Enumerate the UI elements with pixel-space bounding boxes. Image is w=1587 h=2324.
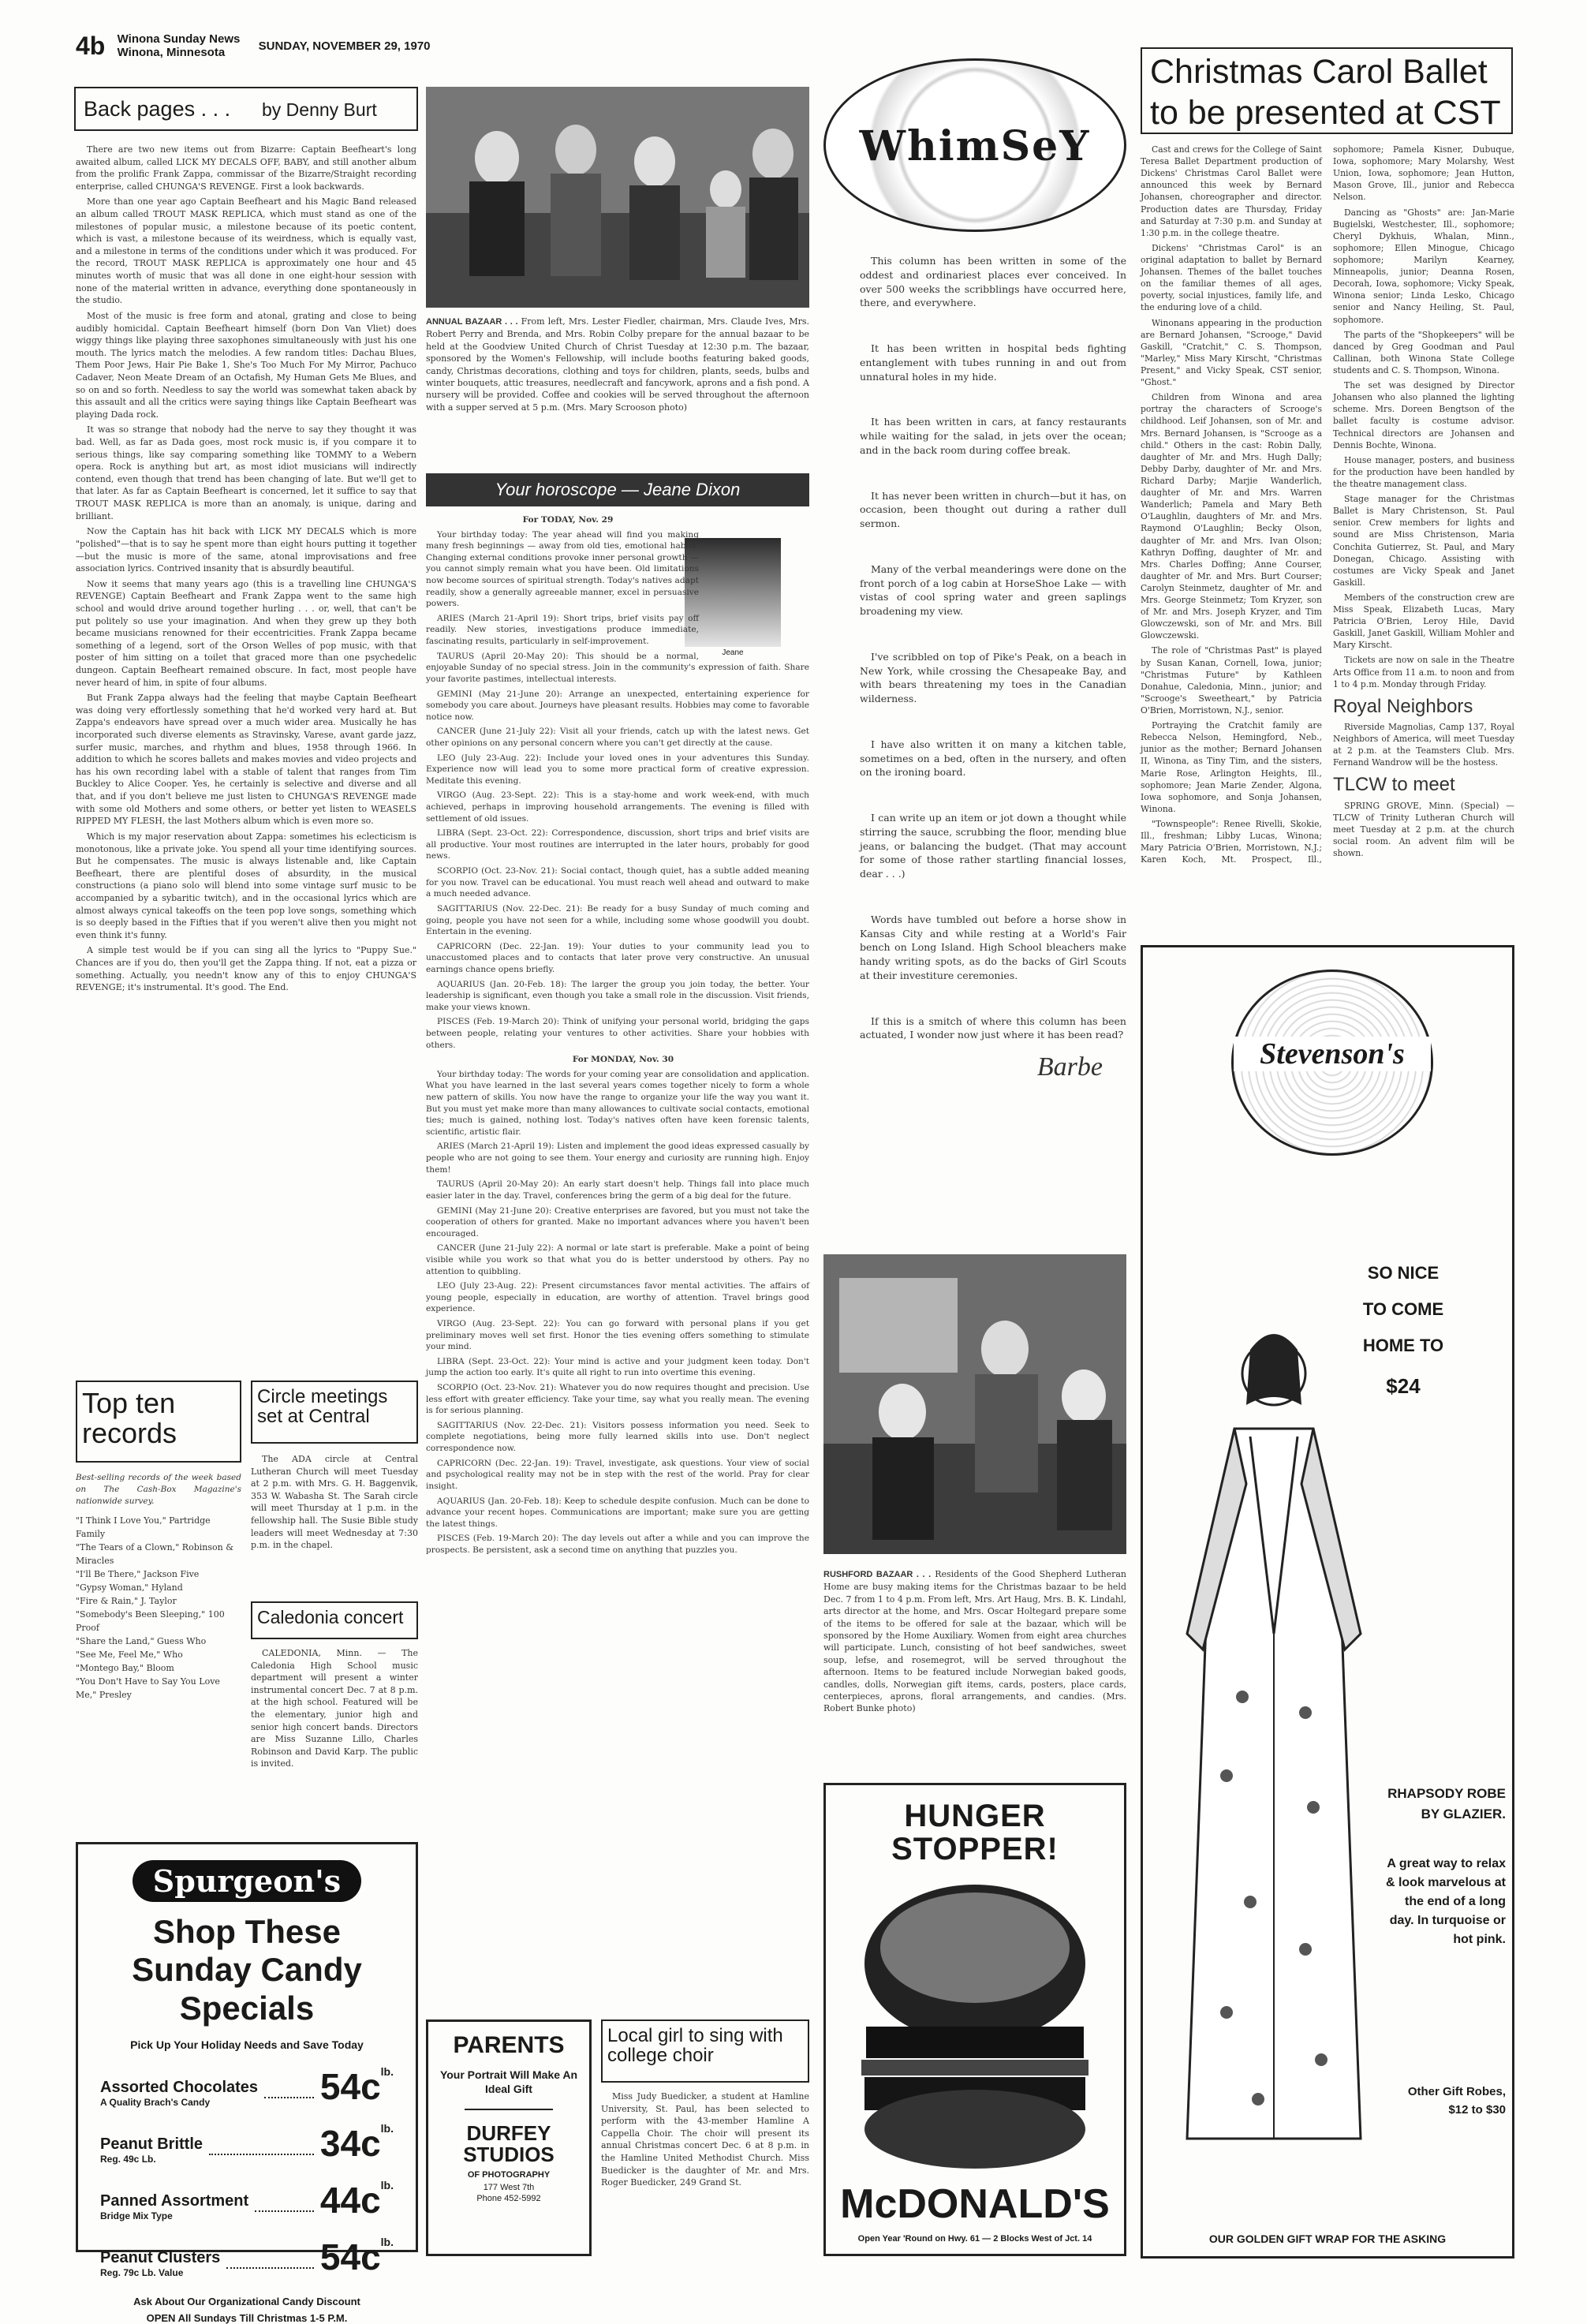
article-paragraph: Most of the music is free form and atonal, grating and close to being audibly homicidal. Captain Beefheart himself (born Don Van Vliet) does wiggy things like playing three saxophones simultaneously with just his one mouth. The lyrics match the melodies. A few random titles: Dachau Blues, Them Poor Jews, Hair Pie Bake 1, She's Too Much For My Mirror, Pachuco Cadaver, Neon Meate Dream of an Octafish, My Human Gets Me Blues, and so on and so forth. Needless to say the world was somewhat taken aback by this assault and all the critics were saying things like Captain Beefheart was playing Dada rock.: [76, 310, 416, 420]
horoscope-paragraph: SCORPIO (Oct. 23-Nov. 21): Whatever you do now requires thought and precision. Use less effort with greater efficiency. Take your time, say what you really mean. The evening is for serious planning.: [426, 1383, 809, 1416]
spurgeons-headline: Shop These Sunday Candy Specials: [132, 1913, 362, 2027]
bazaar-photo: [426, 87, 809, 308]
article-paragraph: Now the Captain has hit back with LICK MY DECALS which is more "polished"—that is to say he spent more than eight hours putting it together—but the music is more of the same, atonal improvisations and free association lyrics. Contrived insanity that is absurdly beautiful.: [76, 526, 416, 574]
spurgeons-ad: [76, 1842, 418, 2324]
horoscope-paragraph: SCORPIO (Oct. 23-Nov. 21): Social contact, though quiet, has a subtle added meaning for you now. Travel can be educational. You must reach well ahead and outward to make a much needed advance.: [426, 866, 809, 899]
stevensons-product: RHAPSODY ROBE BY GLAZIER.: [1387, 1786, 1506, 1821]
tlcw-text: SPRING GROVE, Minn. (Special) — TLCW of Trinity Lutheran Church will meet Tuesday at 2 p.m. at the church social room. An advent film will be shown.: [1333, 800, 1514, 859]
list-item: Assorted Chocolates A Quality Brach's Candy $54c^{lb.}$: [100, 2064, 394, 2108]
spurgeons-footer-2: OPEN All Sundays Till Christmas 1-5 P.M.: [146, 2311, 348, 2324]
jeane-dixon-photo-label: Jeane: [722, 648, 744, 657]
horoscope-paragraph: ARIES (March 21-April 19): Short trips, brief visits pay off readily. New stories, investigations produce immediate, fascinating results, particularly in self-improvement.: [426, 613, 699, 647]
article-paragraph: Tickets are now on sale in the Theatre Arts Office from 11 a.m. to noon and from 1 to 4 p.m. Monday through Friday.: [1333, 655, 1514, 689]
circle-meetings-text: The ADA circle at Central Lutheran Church will meet Tuesday at 2 p.m. with Mrs. G. H. Baggenvik, 353 W. Wabasha St. The Sarah circle will meet Thursday at 1 p.m. in the fellowship hall. The Susie Bible study leaders will meet Wednesday at 7:30 p.m. in the chapel.: [251, 1454, 418, 1551]
bazaar-caption: [426, 316, 809, 473]
royal-neighbors-title: Royal Neighbors: [1333, 695, 1473, 717]
list-item: "See Me, Feel Me," Who: [76, 1650, 183, 1661]
whimsey-logo: [823, 58, 1126, 232]
article-paragraph: Now it seems that many years ago (this is a travelling line CHUNGA'S REVENGE) Captain Beefheart and Frank Zappa went to the same high school and would drive around together hurling . . . or, well, that can't be put politely so use your imagination. And when they grew up they both became musicians renowned for their eccentricities. Frank Zappa became something of a legend, sort of the Orson Welles of pop music, with that poster of him sitting on a toilet that graced more than one psychedelic dungeon. Captain Beefheart remained obscure. In fact, most people have never heard of him, in spite of four albums.: [76, 578, 416, 688]
stevensons-tagline: [1301, 1255, 1506, 1407]
top-ten-section: [76, 1381, 241, 1822]
article-paragraph: Dancing as "Ghosts" are: Jan-Marie Bugielski, Westchester, Ill., sophomore; Cheryl Dykhuis, Whalan, Minn., sophomore; Ellen Minogue, Chicago sophomore; Marilyn Kearney, Minneapolis, junior; Deanna Rosen, Decorah, Iowa, sophomore; Vicky Speak, Winona senior; Linda Lesko, Chicago senior and Nancy Heiling, St. Paul, sophomore.: [1333, 207, 1514, 325]
paper-location: Winona, Minnesota: [117, 45, 226, 59]
carol-ballet-header: [1141, 47, 1513, 134]
article-paragraph: Which is my major reservation about Zappa: sometimes his eclecticism is monotonous, like a private joke. You spend all your time identifying sources. But he compensates. The music is always listenable and, like Captain Beefheart, there are plentiful doses of absurdity, in the musical constructions (a piano solo will blend into some vintage surf music to be accompanied by a sybaritic twitch), and in the occasional lyrics which are almost always cynical takeoffs on the teen pop love songs, something which is so deeply based in the Fifties that if you weren't alive then you might not even think it's funny.: [76, 831, 416, 940]
article-paragraph: Cast and crews for the College of Saint Teresa Ballet Department production of Dickens' Christmas Carol Ballet were announced this week by Bernard Johansen, choreographer and director. Production dates are Thursday, Friday and Saturday at 7:30 p.m. and Sunday at 1:30 p.m. in the college theatre.: [1141, 144, 1322, 238]
stevensons-tagline-line: SO NICE: [1367, 1263, 1440, 1283]
horoscope-paragraph: CANCER (June 21-July 22): A normal or late start is preferable. Make a point of being visible while you work so that what you do is better understood by others. Pay no attention to quibbling.: [426, 1243, 809, 1276]
mcdonalds-footer: Open Year 'Round on Hwy. 61 — 2 Blocks West of Jct. 14: [857, 2233, 1092, 2244]
horoscope-header: Your horoscope — Jeane Dixon: [426, 473, 809, 506]
article-paragraph: A simple test would be if you can sing all the lyrics to "Puppy Sue." Chances are if you do, then you'll get the Zappa thing. If not, eat a pizza or something. Actually, you needn't know any of this to enjoy CHUNGA'S REVENGE; it's instrumental. It's good. The End.: [76, 945, 416, 993]
top-ten-title: Top ten records: [76, 1381, 241, 1463]
list-item: "Montego Bay," Bloom: [76, 1663, 174, 1674]
rushford-photo: [823, 1254, 1126, 1554]
article-paragraph: The set was designed by Director Johansen who also planned the lighting scheme. Mrs. Doreen Bengtson of the ballet faculty is costume advisor. Technical directors are Johansen and Dennis Bochte, Winona.: [1333, 380, 1514, 450]
whimsey-paragraph: I can write up an item or jot down a thought while stirring the sauce, scrubbing the floor, mending blue jeans, or balancing the budget. (That may account for some of those rather startling financial losses, dear . . .): [860, 812, 1126, 880]
article-paragraph: Winonans appearing in the production are Bernard Johansen, "Scrooge," David Gaskill, "Cratchit," C. S. Thompson, "Marley," Miss Mary Kirscht, "Christmas Present," and Vicky Speak, CST senior, "Ghost.": [1141, 317, 1322, 388]
carol-ballet-article: [1141, 144, 1514, 936]
spurgeons-footer-1: Ask About Our Organizational Candy Discount: [133, 2295, 360, 2307]
list-item: "Somebody's Been Sleeping," 100 Proof: [76, 1609, 225, 1634]
article-paragraph: The parts of the "Shopkeepers" will be danced by Greg Goodman and Paul Callinan, both Winona State College students and C. S. Thompson, Winona.: [1333, 329, 1514, 376]
list-item: Peanut Clusters Reg. 79c Lb. Value $54c^{lb.}$: [100, 2235, 394, 2278]
list-item: "I'll Be There," Jackson Five: [76, 1568, 200, 1579]
horoscope-paragraph: Your birthday today: The year ahead will find you making many fresh beginnings — away from old ties, emotional habits. Changing external conditions provoke inner personal growth — you cannot simply remain what you have been. Old limitations now become sources of spiritual strength. Today's natives adapt readily, show a generally agreeable manner, excel in persuasive powers.: [426, 529, 699, 609]
horoscope-paragraph: GEMINI (May 21-June 20): Creative enterprises are favored, but you must not take the cooperation of others for granted. Make no important advances where you haven't been encouraged.: [426, 1205, 809, 1239]
horoscope-paragraph: PISCES (Feb. 19-March 20): The day levels out after a while and you can improve the prospects. Be persistent, ask a second time on anything that puzzles you.: [426, 1534, 809, 1555]
back-pages-article: [76, 144, 416, 1374]
rushford-caption-lead: RUSHFORD BAZAAR . . .: [823, 1570, 932, 1579]
studio-name: DURFEY STUDIOS: [463, 2120, 555, 2167]
mcdonalds-logo: McDONALD'S: [840, 2181, 1110, 2227]
article-paragraph: But Frank Zappa always had the feeling that maybe Captain Beefheart was doing very effortlessly something that he'd worked very hard at. But Zappa's endeavors have spread over a much wider area. Musically he has incorporated such diverse elements as Stravinsky, Varese, avant garde jazz, surfer music, marches, and rhythm and blues, 1958 through 1966. In addition to which he scores ballets and makes movies and video projects and has his own recording label with a stable of talent that ranges from Tim Buckley to Alice Cooper. Yes, he certainly is selective and diverse and all that, and if you don't believe me just listen to CHUNGA'S REVENGE made with some old Mothers and some others, or better yet listen to WEASELS RIPPED MY FLESH, the last Mothers album which is even more so.: [76, 693, 416, 827]
horoscope-paragraph: TAURUS (April 20-May 20): This should be a normal, enjoyable Sunday of no special stress. Join in the community's expression of faith. Share your favorite pastimes, intellectual interests.: [426, 651, 809, 684]
article-paragraph: Dickens' "Christmas Carol" is an original adaptation to ballet by Bernard Johansen. Themes of the ballet touches on the familiar themes of all ages, poverty, social injustices, family life, and the enduring love of a child.: [1141, 242, 1322, 313]
stevensons-other: Other Gift Robes, $12 to $30: [1407, 2085, 1506, 2117]
bazaar-caption-lead: ANNUAL BAZAAR . . .: [426, 317, 518, 327]
parents-ad-title: PARENTS: [453, 2032, 565, 2058]
horoscope-paragraph: ARIES (March 21-April 19): Listen and implement the good ideas expressed casually by people who are not going to see them. Your energy and curiosity are running high. Enjoy them!: [426, 1141, 809, 1175]
stevensons-price: $24: [1386, 1373, 1421, 1398]
back-pages-byline: by Denny Burt: [262, 99, 377, 120]
stevensons-tagline-line: HOME TO: [1362, 1336, 1444, 1356]
horoscope-paragraph: VIRGO (Aug. 23-Sept. 22): This is a stay-home and work week-end, with much achieved, perhaps in improving household arrangements. The evening is filled with settlement of old issues.: [426, 790, 809, 824]
whimsey-paragraph: Words have tumbled out before a horse show in Kansas City and while resting at a World's Fair bench on Long Island. High School bleachers make handy writing spots, as do the backs of Girl Scouts at their investiture ceremonies.: [860, 913, 1126, 981]
horoscope-paragraph: CANCER (June 21-July 22): Visit all your friends, catch up with the latest news. Get other opinions on any personal concern where you can't get directly at the cause.: [426, 727, 809, 748]
horoscope-paragraph: LIBRA (Sept. 23-Oct. 22): Correspondence, discussion, short trips and brief visits are all productive. Your most routines are interrupted in the later hours, probably for good news.: [426, 828, 809, 861]
article-paragraph: There are two new items out from Bizarre: Captain Beefheart's long awaited album, called LICK MY DECALS OFF, BABY, and still another album from the prolific Frank Zappa, commissar of the Bizarre/Straight recording enterprise, called CHUNGA'S REVENGE. First a look backwards.: [76, 144, 416, 192]
spurgeons-items: [100, 2065, 394, 2278]
horoscope-text: [426, 514, 809, 1840]
tlcw-title: TLCW to meet: [1333, 774, 1455, 796]
local-girl-text: Miss Judy Buedicker, a student at Hamline University, St. Paul, has been selected to perform with the 43-member Hamline A Cappella Choir. The choir will present its annual Christmas concert Dec. 6 at 8 p.m. in the Hamline United Methodist Church. Miss Buedicker is the daughter of Mr. and Mrs. Roger Buedicker, 249 Grand St.: [601, 2091, 809, 2188]
article-paragraph: Stage manager for the Christmas Ballet is Mary Christenson, St. Paul senior. Crew members for lights and sound are Miss Christenson, Maria Conchita Gutierrez, St. Paul, and Mary Donegan, Chicago. Assisting with costumes are Vicky Speak and Janet Gaskill.: [1333, 494, 1514, 588]
horoscope-paragraph: PISCES (Feb. 19-March 20): Think of unifying your personal world, bridging the gaps between people, relating your ventures to other activities. Share your hobbies with others.: [426, 1017, 809, 1050]
whimsey-paragraph: It has been written in hospital beds fighting entanglement with tubes running in and out from unnatural holes in my hide.: [860, 342, 1126, 383]
article-paragraph: The role of "Christmas Past" is played by Susan Kanan, Cornell, Iowa, junior; "Christmas Future" by Kathleen Donahue, Caledonia, Minn., junior; and "Scrooge's Sweetheart," by Patricia O'Brien, Morristown, N.J., senior.: [1141, 645, 1322, 716]
rushford-caption: [823, 1568, 1126, 1769]
stevensons-wreath: [1231, 970, 1433, 1156]
stevensons-footer: OUR GOLDEN GIFT WRAP FOR THE ASKING: [1208, 2232, 1447, 2245]
mcdonalds-ad: [823, 1783, 1126, 2256]
whimsey-paragraph: I have also written it on many a kitchen table, sometimes on a bed, often in the nursery, and often on the ironing board.: [860, 738, 1126, 779]
circle-meetings-section: [251, 1381, 418, 1594]
whimsey-paragraph: I've scribbled on top of Pike's Peak, on a beach in New York, while crossing the Chesapeake Bay, and with bears threatening my toes in the Canadian wilderness.: [860, 650, 1126, 704]
list-item: "You Don't Have to Say You Love Me," Presley: [76, 1676, 220, 1701]
horoscope-paragraph: VIRGO (Aug. 23-Sept. 22): You can go forward with personal plans if you get preliminary moves well set first. Honor the ties evening offers something to stimulate your mind.: [426, 1319, 809, 1352]
local-girl-section: [601, 2019, 809, 2256]
local-girl-title: Local girl to sing with college choir: [601, 2019, 809, 2083]
horoscope-paragraph: LEO (July 23-Aug. 22): Present circumstances favor mental activities. The affairs of young people, especially in education, are worthy of attention. Travel brings good experience.: [426, 1281, 809, 1314]
studio-phone: Phone 452-5992: [476, 2194, 541, 2204]
horoscope-paragraph: LIBRA (Sept. 23-Oct. 22): Your mind is active and your judgment keen today. Don't jump the action too early. It's quite all right to run into overtime this evening.: [426, 1356, 809, 1378]
article-paragraph: Members of the construction crew are Miss Speak, Elizabeth Lucas, Mary Patricia O'Brien, Leroy Hile, David Gaskill, Janet Gaskill, William Mohler and Mary Kirscht.: [1333, 592, 1514, 651]
rushford-photo-figures: [823, 1254, 1126, 1554]
bazaar-caption-text: From left, Mrs. Lester Fiedler, chairman, Mrs. Claude Ives, Mrs. Robert Perry and Brenda, and Mrs. Robin Colby prepare for the annual bazaar to be held at the Goodview United Church of Christ Tuesday at 12:30 p.m. The bazaar, sponsored by the Women's Fellowship, will include booths featuring baked goods, candy, Christmas decorations, clothing and toys for children, plants, seeds, bulbs and winter bouquets, attic treasures, needlecraft and fancywork, aprons and a fish pond. A nursery will be provided. Coffee and cookies will be served throughout the afternoon with a supper served at 5 p.m. (Mrs. Mary Scrooson photo): [426, 316, 809, 413]
list-item: "Fire & Rain," J. Taylor: [76, 1596, 177, 1606]
list-item: "Gypsy Woman," Hyland: [76, 1582, 183, 1593]
horoscope-day-heading: For TODAY, Nov. 29: [522, 515, 614, 525]
bazaar-photo-figures: [426, 87, 809, 308]
page-number: 4b: [76, 32, 106, 60]
circle-meetings-title: Circle meetings set at Central: [251, 1381, 418, 1444]
list-item: Panned Assortment Bridge Mix Type $44c^{lb.}$: [100, 2178, 394, 2221]
whimsey-paragraph: If this is a smitch of where this column has been actuated, I wonder now just where it has been read?: [860, 1014, 1126, 1041]
article-paragraph: It was so strange that nobody had the nerve to say they thought it was bad. Well, as far as Dada goes, most rock music is, if you compare it to serious things, like say comparing something like TOMMY to a Webern opera. Rock is anything but art, as most idiot musicians will indirectly contend, even though that trend has been changing of late. But we'll get to that later. As far as Captain Beefheart is concerned, let it suffice to say that TROUT MASK REPLICA is more than an anomaly, is unique, daring and brilliant.: [76, 424, 416, 521]
article-paragraph: House manager, posters, and business for the production have been handled by the theatre management class.: [1333, 454, 1514, 489]
parents-ad: [426, 2019, 592, 2256]
article-paragraph: Portraying the Cratchit family are Rebecca Nelson, Hemingford, Neb., junior as the mother; Bernard Johansen II, Winona, as Tiny Tim, and the sisters, Marie Rose, Arlington Heights, Ill., sophomore; Jean Marie Zender, Algona, Iowa sophomore, and Sonja Johansen, Winona.: [1141, 720, 1322, 814]
horoscope-paragraph: CAPRICORN (Dec. 22-Jan. 19): Travel, investigate, ask questions. Your view of social and psychological reality may not be in step with the rest of the world. Pray for clear insight.: [426, 1458, 809, 1491]
whimsey-column: [860, 254, 1126, 1106]
whimsey-paragraph: This column has been written in some of the oddest and ordinariest places ever conceived. In over 500 weeks the scribblings have occurred here, there, and everywhere.: [860, 255, 1126, 309]
issue-date: SUNDAY, NOVEMBER 29, 1970: [258, 39, 431, 53]
hamburger-illustration: [857, 1877, 1093, 2176]
robe-figure-illustration: [1171, 1302, 1376, 2170]
stevensons-tagline-line: TO COME: [1362, 1299, 1444, 1320]
caledonia-title: Caledonia concert: [251, 1601, 418, 1639]
horoscope-paragraph: CAPRICORN (Dec. 22-Jan. 19): Your duties to your community lead you to unaccustomed places and to contacts that later prove very constructive. An unusual earnings chance opens briefly.: [426, 941, 809, 974]
back-pages-header: [74, 87, 418, 131]
article-paragraph: Children from Winona and area portray the characters of Scrooge's childhood. Leif Johansen, son of Mr. and Mrs. Bernard Johansen, is "Scrooge as a child." Others in the cast: Robin Dally, daughter of Mr. and Mrs. Hugh Dally; Debby Darby, daughter of Mr. and Mrs. Richard Darby; Marjie Wanderlich, daughter of Mr. and Mrs. Warren Wanderlich; Pamela and Mary Beth O'Laughlin, daughters of Mr. and Mrs. Raymond O'Laughlin; Becky Olson, daughter of Mr. and Mrs. Ivan Olson; Kathryn Doffing, daughter of Mr. and Mrs. Charles Doffing; Anne Courser, daughter of Mr. and Mrs. Burt Courser; Carolyn Steinmetz, daughter of Mr. and Mrs. George Steinmetz; Tom Kryzer, son of Mr. and Mrs. Joseph Kryzer, and Tim Glowczewski, son of Mr. and Mrs. Bill Glowczewski.: [1141, 392, 1322, 641]
caledonia-text: CALEDONIA, Minn. — The Caledonia High School music department will present a winter instrumental concert Dec. 7 at 8 p.m. at the high school. Featured will be the elementary, junior high and senior high concert bands. Directors are Miss Suzanne Lillo, Charles Robinson and David Karp. The public is invited.: [251, 1648, 418, 1769]
mcdonalds-headline: HUNGER STOPPER!: [891, 1799, 1059, 1866]
horoscope-photo-space: [699, 514, 809, 661]
studio-address: 177 West 7th: [483, 2183, 535, 2193]
stevensons-pitch: A great way to relax & look marvelous at the end of a long day. In turquoise or hot pink.: [1385, 1857, 1506, 1946]
horoscope-paragraph: TAURUS (April 20-May 20): An early start doesn't help. Things fall into place much easier later in the day. Travel, conferences bring the germ of a big deal for the future.: [426, 1179, 809, 1201]
whimsey-paragraph: Many of the verbal meanderings were done on the front porch of a log cabin at HorseShoe Lake — with vistas of cool spring water and green saplings broadening my view.: [860, 562, 1126, 617]
list-item: Peanut Brittle Reg. 49c Lb. $34c^{lb.}$: [100, 2121, 394, 2165]
spurgeons-logo: Spurgeon's: [133, 1860, 361, 1902]
horoscope-paragraph: GEMINI (May 21-June 20): Arrange an unexpected, entertaining experience for somebody you care about. Journeys have pleasant results. Hobbies may come to favorable notice now.: [426, 689, 809, 722]
whimsey-paragraph: It has been written in cars, at fancy restaurants while waiting for the salad, in jets over the ocean; and in the back room during coffee break.: [860, 416, 1126, 456]
paper-name: Winona Sunday News: [117, 32, 241, 46]
parents-ad-text: Your Portrait Will Make An Ideal Gift: [439, 2068, 578, 2095]
studio-sub: OF PHOTOGRAPHY: [467, 2170, 551, 2180]
article-paragraph: More than one year ago Captain Beefheart and his Magic Band released an album called TROUT MASK REPLICA, which must stand as one of the milestones of popular music, a milestone because of its poetic content, which is vast, a milestone because of its weirdness, which is equally vast, and a milestone in terms of the conditions under which it was produced. For the record, TROUT MASK REPLICA is approximately one hour and 45 minutes worth of music that was all done in one eight-hour session with none of the material written in advance, everything done spontaneously in the studio.: [76, 196, 416, 306]
horoscope-day-heading: For MONDAY, Nov. 30: [572, 1055, 674, 1065]
list-item: "I Think I Love You," Partridge Family: [76, 1515, 211, 1539]
horoscope-paragraph: LEO (July 23-Aug. 22): Include your loved ones in your adventures this Sunday. Experience now will lead you to some more practical form of creative expression. Meditate this evening.: [426, 753, 809, 786]
top-ten-list: [76, 1514, 241, 1702]
horoscope-paragraph: SAGITTARIUS (Nov. 22-Dec. 21): Visitors possess information you need. Seek to complete negotiations, being more fully learned skills into use. Don't neglect correspondence now.: [426, 1420, 809, 1454]
whimsey-signature: Barbe: [1036, 1052, 1103, 1082]
spurgeons-subhead: Pick Up Your Holiday Needs and Save Today: [130, 2038, 364, 2051]
article-paragraph: "Townspeople": Renee Rivelli, Skokie, Ill., freshman; Libby Lucas, Winona; Mary Patricia O'Brien, Morristown, N.J.; Karen Koch, Mt. Prospect, Ill., sophomore; Pamela Kisner, Dubuque, Iowa, sophomore; Mary Molarshy, West Union, Iowa, sophomore; Jean Hutton, Mason Grove, Ill., junior and Rebecca Nelson.: [1141, 144, 1514, 865]
whimsey-title: WhimSeY: [859, 122, 1091, 170]
rushford-caption-text: Residents of the Good Shepherd Lutheran Home are busy making items for the Christmas bazaar to be held Dec. 7 from 1 to 4 p.m. From left, Mrs. Art Haug, Mrs. B. K. Lindahl, arts director at the home, and Mrs. Oscar Holtegard prepare some of the items to be offered for sale at the bazaar, which will be sponsored by the Home Auxiliary. Women from eight area churches will participate. Lunch, consisting of hot beef sandwiches, sweet soup, lefse, and rosemegrot, will be served throughout the afternoon. Items to be featured include Norwegian baked goods, candles, dolls, Norwegian gift items, cards, posters, place cards, centerpieces, aprons, floral arrangements, and candies. (Mrs. Robert Bunke photo): [823, 1569, 1126, 1714]
back-pages-title: Back pages . . .: [84, 97, 231, 121]
caledonia-section: [251, 1601, 418, 1830]
carol-ballet-title: Christmas Carol Ballet to be presented at CST: [1150, 53, 1501, 132]
stevensons-ad: [1141, 945, 1514, 2259]
stevensons-logo: Stevenson's: [1234, 1037, 1431, 1071]
horoscope-paragraph: SAGITTARIUS (Nov. 22-Dec. 21): Be ready for a busy Sunday of much coming and going, people you have not seen for a while, including some whose goodwill you doubt. Entertain in the evening.: [426, 903, 809, 937]
horoscope-paragraph: AQUARIUS (Jan. 20-Feb. 18): The larger the group you join today, the better. Your leadership is significant, even though you take a small role in the discussion. Visit friends, make your views known.: [426, 979, 809, 1012]
top-ten-intro: Best-selling records of the week based on The Cash-Box Magazine's nationwide survey.: [76, 1473, 241, 1506]
horoscope-paragraph: Your birthday today: The words for your coming year are consolidation and application. What you have learned in the last several years comes together nicely to form a whole new pattern of skills. You now have the range to organize your life the way you want it. But you must yet make more than many allowances to cultivate social contacts, emotional ties; much is gained, nothing lost. Today's natives often have keen forensic talents, scientific, artistic flair.: [426, 1069, 809, 1137]
royal-neighbors-text: Riverside Magnolias, Camp 137, Royal Neighbors of America, will meet Tuesday at 2 p.m. at the Teamsters Club. Mrs. Fernand Wandrow will be the hostess.: [1333, 722, 1514, 768]
list-item: "Share the Land," Guess Who: [76, 1636, 207, 1647]
list-item: "The Tears of a Clown," Robinson & Miracles: [76, 1541, 233, 1566]
whimsey-paragraph: It has never been written in church—but it has, on occasion, been thought out during a rather dull sermon.: [860, 489, 1126, 529]
horoscope-paragraph: AQUARIUS (Jan. 20-Feb. 18): Keep to schedule despite confusion. Much can be done to advance your recent hopes. Communications are important; make sure you are getting the latest things.: [426, 1496, 809, 1529]
